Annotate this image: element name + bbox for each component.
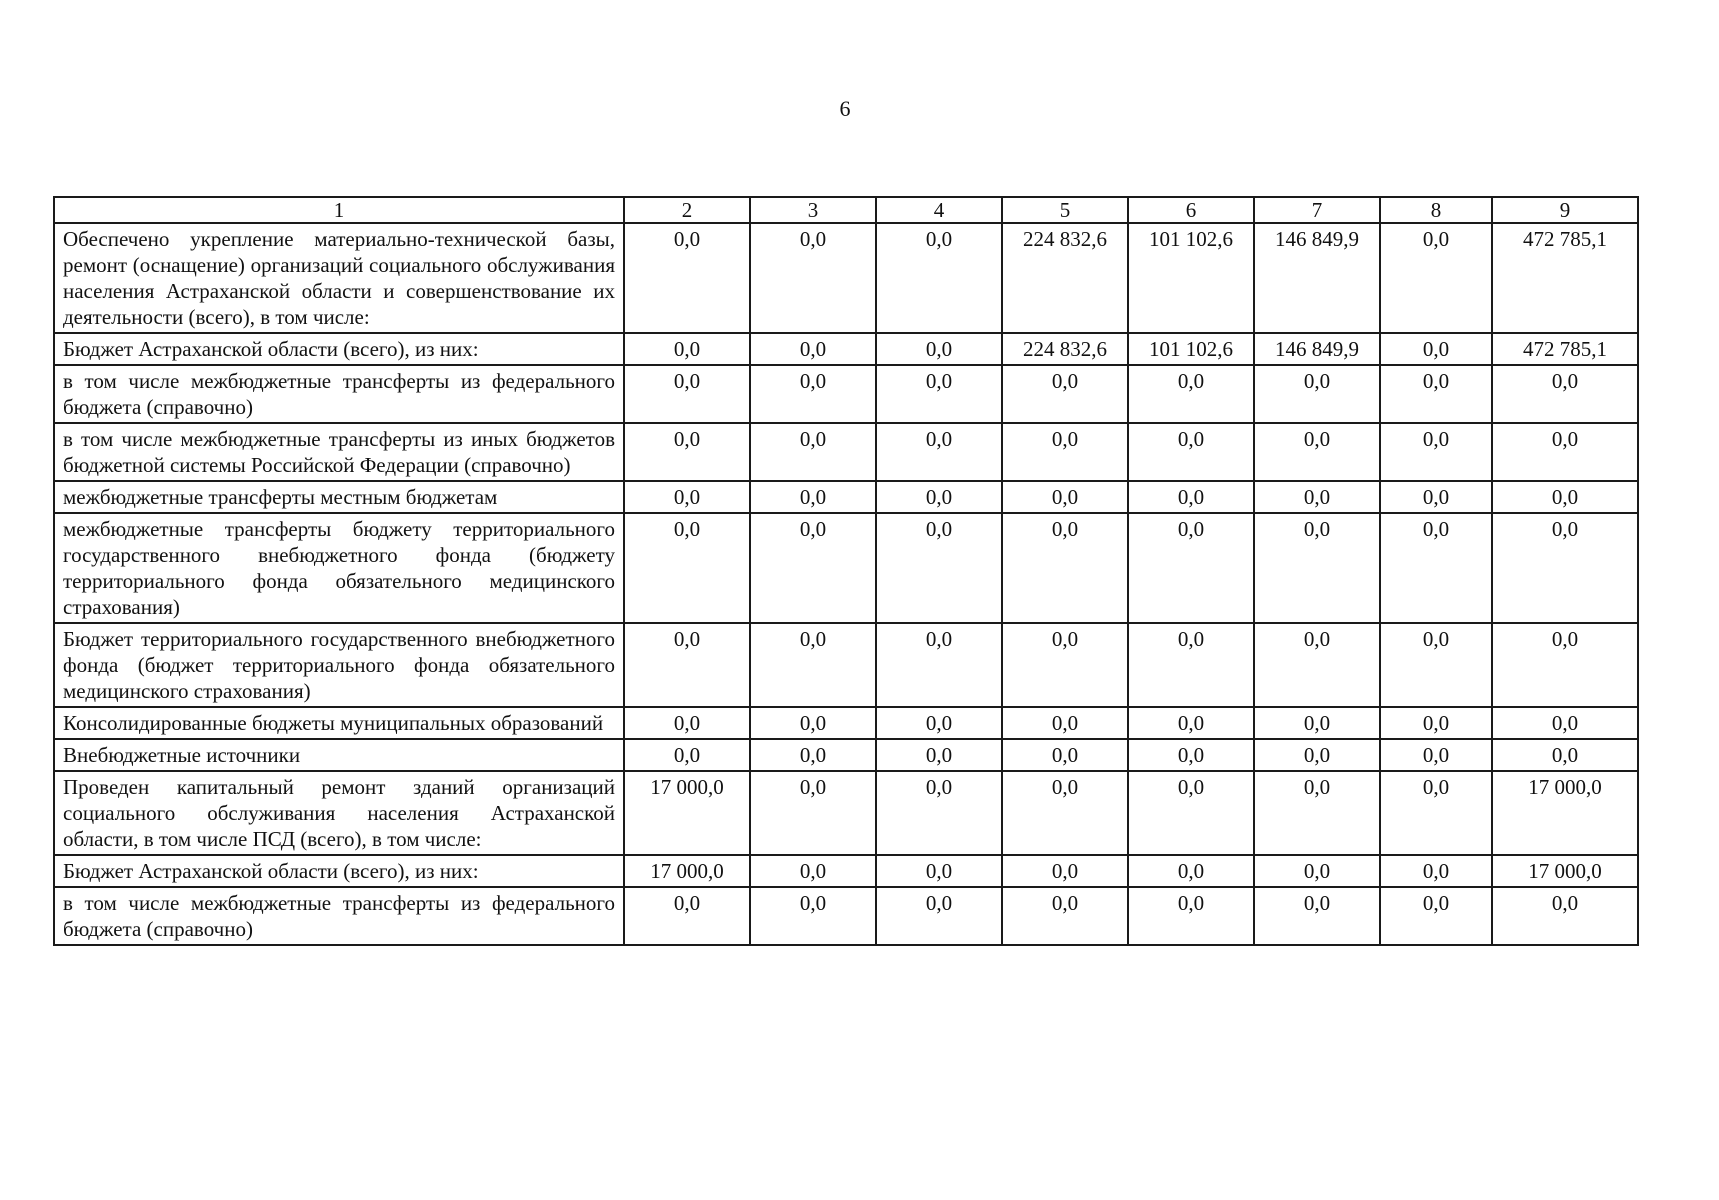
value-cell: 0,0 xyxy=(1002,771,1128,855)
column-header: 7 xyxy=(1254,197,1380,223)
column-header: 9 xyxy=(1492,197,1638,223)
value-cell: 0,0 xyxy=(876,423,1002,481)
value-cell: 101 102,6 xyxy=(1128,333,1254,365)
value-cell: 0,0 xyxy=(1380,513,1492,623)
value-cell: 0,0 xyxy=(1492,739,1638,771)
row-label: межбюджетные трансферты бюджету территориального государственного внебюджетного фонда (бюджету территориального фонда обязательного медицинского страхования) xyxy=(54,513,624,623)
value-cell: 0,0 xyxy=(624,513,750,623)
budget-table xyxy=(53,196,1639,946)
value-cell: 101 102,6 xyxy=(1128,223,1254,333)
value-cell: 146 849,9 xyxy=(1254,333,1380,365)
value-cell: 146 849,9 xyxy=(1254,223,1380,333)
value-cell: 0,0 xyxy=(1002,707,1128,739)
value-cell: 0,0 xyxy=(624,365,750,423)
value-cell: 0,0 xyxy=(624,333,750,365)
value-cell: 0,0 xyxy=(1002,365,1128,423)
value-cell: 0,0 xyxy=(1002,423,1128,481)
value-cell: 0,0 xyxy=(1002,623,1128,707)
table-row xyxy=(54,855,1638,887)
value-cell: 224 832,6 xyxy=(1002,333,1128,365)
value-cell: 0,0 xyxy=(1380,855,1492,887)
value-cell: 0,0 xyxy=(1492,481,1638,513)
value-cell: 0,0 xyxy=(624,739,750,771)
value-cell: 0,0 xyxy=(876,771,1002,855)
value-cell: 472 785,1 xyxy=(1492,223,1638,333)
table-row xyxy=(54,481,1638,513)
value-cell: 224 832,6 xyxy=(1002,223,1128,333)
value-cell: 0,0 xyxy=(876,481,1002,513)
table-row xyxy=(54,513,1638,623)
value-cell: 0,0 xyxy=(1254,771,1380,855)
value-cell: 0,0 xyxy=(1128,365,1254,423)
row-label: Бюджет Астраханской области (всего), из них: xyxy=(54,333,624,365)
table-row xyxy=(54,333,1638,365)
value-cell: 0,0 xyxy=(1254,739,1380,771)
value-cell: 0,0 xyxy=(1002,887,1128,945)
value-cell: 0,0 xyxy=(750,707,876,739)
value-cell: 0,0 xyxy=(1002,513,1128,623)
value-cell: 0,0 xyxy=(1380,223,1492,333)
value-cell: 0,0 xyxy=(750,423,876,481)
value-cell: 0,0 xyxy=(876,855,1002,887)
column-header: 4 xyxy=(876,197,1002,223)
value-cell: 0,0 xyxy=(1128,771,1254,855)
row-label: межбюджетные трансферты местным бюджетам xyxy=(54,481,624,513)
value-cell: 0,0 xyxy=(876,365,1002,423)
value-cell: 0,0 xyxy=(624,623,750,707)
value-cell: 0,0 xyxy=(876,623,1002,707)
value-cell: 0,0 xyxy=(1128,887,1254,945)
value-cell: 0,0 xyxy=(750,365,876,423)
value-cell: 0,0 xyxy=(876,707,1002,739)
table-row xyxy=(54,365,1638,423)
value-cell: 0,0 xyxy=(1254,707,1380,739)
value-cell: 0,0 xyxy=(876,513,1002,623)
value-cell: 0,0 xyxy=(876,887,1002,945)
value-cell: 0,0 xyxy=(750,887,876,945)
value-cell: 0,0 xyxy=(1380,481,1492,513)
column-header: 3 xyxy=(750,197,876,223)
header-row xyxy=(54,197,1638,223)
value-cell: 0,0 xyxy=(1002,855,1128,887)
row-label: в том числе межбюджетные трансферты из иных бюджетов бюджетной системы Российской Федерации (справочно) xyxy=(54,423,624,481)
value-cell: 0,0 xyxy=(1254,513,1380,623)
value-cell: 0,0 xyxy=(876,223,1002,333)
value-cell: 0,0 xyxy=(1128,513,1254,623)
value-cell: 0,0 xyxy=(750,855,876,887)
value-cell: 0,0 xyxy=(1254,855,1380,887)
value-cell: 0,0 xyxy=(624,887,750,945)
column-header: 5 xyxy=(1002,197,1128,223)
value-cell: 0,0 xyxy=(750,739,876,771)
value-cell: 0,0 xyxy=(1380,423,1492,481)
value-cell: 0,0 xyxy=(750,513,876,623)
row-label: в том числе межбюджетные трансферты из федерального бюджета (справочно) xyxy=(54,365,624,423)
row-label: Внебюджетные источники xyxy=(54,739,624,771)
table-row xyxy=(54,223,1638,333)
row-label: Проведен капитальный ремонт зданий организаций социального обслуживания населения Астраханской области, в том числе ПСД (всего), в том числе: xyxy=(54,771,624,855)
value-cell: 0,0 xyxy=(1128,623,1254,707)
value-cell: 0,0 xyxy=(1380,739,1492,771)
value-cell: 0,0 xyxy=(750,481,876,513)
value-cell: 0,0 xyxy=(624,423,750,481)
page-number: 6 xyxy=(839,96,851,121)
value-cell: 0,0 xyxy=(750,623,876,707)
value-cell: 0,0 xyxy=(624,707,750,739)
row-label: Консолидированные бюджеты муниципальных образований xyxy=(54,707,624,739)
value-cell: 0,0 xyxy=(750,223,876,333)
table-row xyxy=(54,887,1638,945)
column-header: 2 xyxy=(624,197,750,223)
value-cell: 0,0 xyxy=(1492,707,1638,739)
value-cell: 0,0 xyxy=(876,739,1002,771)
table-body xyxy=(54,223,1638,945)
value-cell: 0,0 xyxy=(1492,423,1638,481)
table-row xyxy=(54,707,1638,739)
value-cell: 0,0 xyxy=(1254,481,1380,513)
column-header: 1 xyxy=(54,197,624,223)
value-cell: 17 000,0 xyxy=(624,771,750,855)
value-cell: 0,0 xyxy=(1128,707,1254,739)
row-label: Бюджет Астраханской области (всего), из них: xyxy=(54,855,624,887)
value-cell: 0,0 xyxy=(1128,739,1254,771)
value-cell: 0,0 xyxy=(1254,423,1380,481)
value-cell: 17 000,0 xyxy=(1492,855,1638,887)
value-cell: 0,0 xyxy=(1380,771,1492,855)
value-cell: 0,0 xyxy=(1492,365,1638,423)
column-header: 6 xyxy=(1128,197,1254,223)
table-row xyxy=(54,623,1638,707)
value-cell: 0,0 xyxy=(1002,739,1128,771)
value-cell: 0,0 xyxy=(876,333,1002,365)
value-cell: 0,0 xyxy=(1128,481,1254,513)
value-cell: 0,0 xyxy=(1128,855,1254,887)
value-cell: 0,0 xyxy=(1380,623,1492,707)
table-row xyxy=(54,739,1638,771)
value-cell: 0,0 xyxy=(1002,481,1128,513)
value-cell: 0,0 xyxy=(624,223,750,333)
value-cell: 0,0 xyxy=(1254,623,1380,707)
value-cell: 472 785,1 xyxy=(1492,333,1638,365)
row-label: Бюджет территориального государственного внебюджетного фонда (бюджет территориального фонда обязательного медицинского страхования) xyxy=(54,623,624,707)
value-cell: 0,0 xyxy=(1492,623,1638,707)
table-row xyxy=(54,423,1638,481)
value-cell: 0,0 xyxy=(1492,887,1638,945)
column-header: 8 xyxy=(1380,197,1492,223)
value-cell: 0,0 xyxy=(1380,707,1492,739)
value-cell: 0,0 xyxy=(624,481,750,513)
value-cell: 17 000,0 xyxy=(1492,771,1638,855)
value-cell: 0,0 xyxy=(750,333,876,365)
value-cell: 0,0 xyxy=(1128,423,1254,481)
value-cell: 0,0 xyxy=(1380,887,1492,945)
value-cell: 17 000,0 xyxy=(624,855,750,887)
value-cell: 0,0 xyxy=(750,771,876,855)
table-row xyxy=(54,771,1638,855)
row-label: в том числе межбюджетные трансферты из федерального бюджета (справочно) xyxy=(54,887,624,945)
value-cell: 0,0 xyxy=(1492,513,1638,623)
row-label: Обеспечено укрепление материально-технической базы, ремонт (оснащение) организаций социального обслуживания населения Астраханской области и совершенствование их деятельности (всего), в том числе: xyxy=(54,223,624,333)
value-cell: 0,0 xyxy=(1380,333,1492,365)
value-cell: 0,0 xyxy=(1254,365,1380,423)
value-cell: 0,0 xyxy=(1380,365,1492,423)
value-cell: 0,0 xyxy=(1254,887,1380,945)
